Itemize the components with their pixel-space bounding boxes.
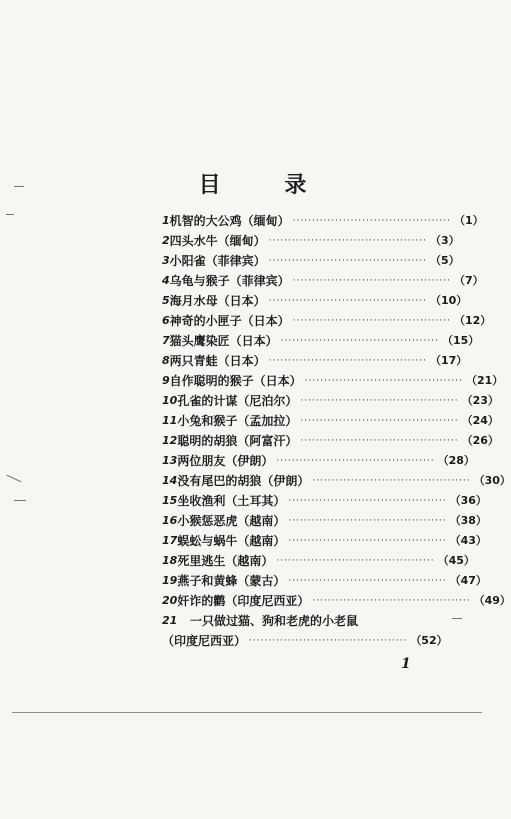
entry-page: （15） — [441, 334, 480, 347]
toc-entry — [162, 611, 424, 631]
entry-page: （3） — [429, 234, 460, 247]
entry-title: 聪明的胡狼（阿富汗） — [177, 434, 298, 448]
entry-page: （5） — [429, 254, 460, 267]
entry-page: （52） — [410, 634, 448, 647]
entry-number: 19 — [162, 574, 178, 587]
toc-entry — [162, 311, 492, 331]
entry-number: 3 — [162, 254, 170, 267]
entry-title: 神奇的小匣子（日本） — [169, 314, 290, 328]
entry-number: 11 — [162, 414, 178, 427]
table-of-contents — [162, 211, 511, 651]
entry-title: 燕子和黄蜂（蒙古） — [177, 574, 286, 588]
dot-leader: ········································· — [312, 476, 471, 486]
toc-entry — [162, 491, 487, 511]
page-title: 目 录 — [198, 172, 335, 198]
toc-entry — [162, 371, 504, 391]
margin-mark — [452, 618, 462, 619]
entry-page: （49） — [473, 594, 511, 607]
entry-number: 13 — [162, 454, 178, 467]
dot-leader: ········································· — [276, 556, 435, 566]
dot-leader: ········································· — [268, 296, 427, 306]
entry-page: （43） — [449, 534, 487, 547]
dot-leader: ········································· — [276, 456, 435, 466]
toc-entry-continuation — [162, 631, 448, 651]
entry-title: 海月水母（日本） — [169, 294, 266, 308]
entry-title: 小猴惩恶虎（越南） — [177, 514, 286, 528]
toc-entry — [162, 391, 499, 411]
entry-page: （21） — [465, 374, 504, 387]
entry-page: （45） — [437, 554, 475, 567]
entry-page: （30） — [473, 474, 511, 487]
entry-number: 2 — [162, 234, 170, 247]
dot-leader: ········································· — [268, 236, 427, 246]
toc-entry — [162, 551, 475, 571]
entry-title: 两只青蛙（日本） — [169, 354, 266, 368]
toc-entry — [162, 231, 460, 251]
entry-number: 4 — [162, 274, 170, 287]
entry-number: 21 — [162, 614, 178, 627]
toc-entry — [162, 271, 484, 291]
toc-entry — [162, 331, 480, 351]
entry-number: 20 — [162, 594, 178, 607]
entry-page: （23） — [461, 394, 499, 407]
entry-page: （47） — [449, 574, 487, 587]
entry-title: 一只做过猫、狗和老虎的小老鼠 — [190, 614, 359, 628]
entry-page: （10） — [429, 294, 468, 307]
entry-title: 自作聪明的猴子（日本） — [169, 374, 302, 388]
dot-leader: ········································· — [312, 596, 471, 606]
entry-number: 12 — [162, 434, 178, 447]
entry-title: 孔雀的计谋（尼泊尔） — [177, 394, 298, 408]
toc-entry — [162, 471, 511, 491]
toc-entry — [162, 251, 460, 271]
dot-leader: ········································· — [280, 336, 439, 346]
entry-page: （36） — [449, 494, 487, 507]
bottom-rule — [12, 712, 482, 713]
entry-number: 8 — [162, 354, 170, 367]
dot-leader: ········································· — [288, 576, 447, 586]
margin-mark — [7, 475, 22, 483]
dot-leader: ········································· — [292, 216, 451, 226]
entry-title: 小阳雀（菲律宾） — [169, 254, 266, 268]
entry-number: 15 — [162, 494, 178, 507]
toc-entry — [162, 431, 499, 451]
entry-title: 蜈蚣与蜗牛（越南） — [177, 534, 286, 548]
entry-page: （12） — [453, 314, 492, 327]
entry-number: 1 — [162, 214, 170, 227]
entry-page: （1） — [453, 214, 484, 227]
entry-number: 18 — [162, 554, 178, 567]
entry-page: （38） — [449, 514, 487, 527]
entry-title: 没有尾巴的胡狼（伊朗） — [177, 474, 310, 488]
dot-leader: ········································· — [268, 356, 427, 366]
entry-title: 四头水牛（缅甸） — [169, 234, 266, 248]
entry-page: （28） — [437, 454, 475, 467]
entry-title: 乌龟与猴子（菲律宾） — [169, 274, 290, 288]
entry-title: 奸诈的鹳（印度尼西亚） — [177, 594, 310, 608]
dot-leader: ········································· — [268, 256, 427, 266]
entry-title: 坐收渔利（土耳其） — [177, 494, 286, 508]
toc-entry — [162, 451, 475, 471]
entry-number: 14 — [162, 474, 178, 487]
entry-number: 6 — [162, 314, 170, 327]
toc-entry — [162, 511, 487, 531]
margin-mark — [14, 500, 26, 501]
entry-number: 10 — [162, 394, 178, 407]
entry-title: 猫头鹰染匠（日本） — [169, 334, 278, 348]
entry-title: 小兔和猴子（孟加拉） — [177, 414, 298, 428]
entry-title: 两位朋友（伊朗） — [177, 454, 274, 468]
entry-number: 17 — [162, 534, 178, 547]
dot-leader: ········································· — [292, 316, 451, 326]
dot-leader: ········································· — [288, 536, 447, 546]
page-number: 1 — [401, 656, 411, 672]
entry-number: 16 — [162, 514, 178, 527]
entry-page: （26） — [461, 434, 499, 447]
toc-entry — [162, 211, 484, 231]
margin-mark — [6, 214, 14, 215]
entry-page: （24） — [461, 414, 499, 427]
toc-entry — [162, 291, 468, 311]
dot-leader: ········································· — [288, 496, 447, 506]
toc-entry — [162, 531, 487, 551]
toc-entry — [162, 571, 487, 591]
toc-entry — [162, 351, 468, 371]
entry-page: （17） — [429, 354, 468, 367]
dot-leader: ········································· — [249, 636, 408, 646]
dot-leader: ········································· — [304, 376, 463, 386]
toc-entry — [162, 411, 499, 431]
dot-leader: ········································· — [300, 396, 459, 406]
entry-number: 7 — [162, 334, 170, 347]
dot-leader: ········································· — [300, 416, 459, 426]
entry-title-continued: （印度尼西亚） — [162, 634, 247, 648]
dot-leader: ········································· — [288, 516, 447, 526]
toc-entry — [162, 591, 511, 611]
entry-number: 5 — [162, 294, 170, 307]
dot-leader: ········································· — [292, 276, 451, 286]
dot-leader: ········································· — [300, 436, 459, 446]
entry-title: 死里逃生（越南） — [177, 554, 274, 568]
entry-title: 机智的大公鸡（缅甸） — [169, 214, 290, 228]
entry-page: （7） — [453, 274, 484, 287]
entry-number: 9 — [162, 374, 170, 387]
